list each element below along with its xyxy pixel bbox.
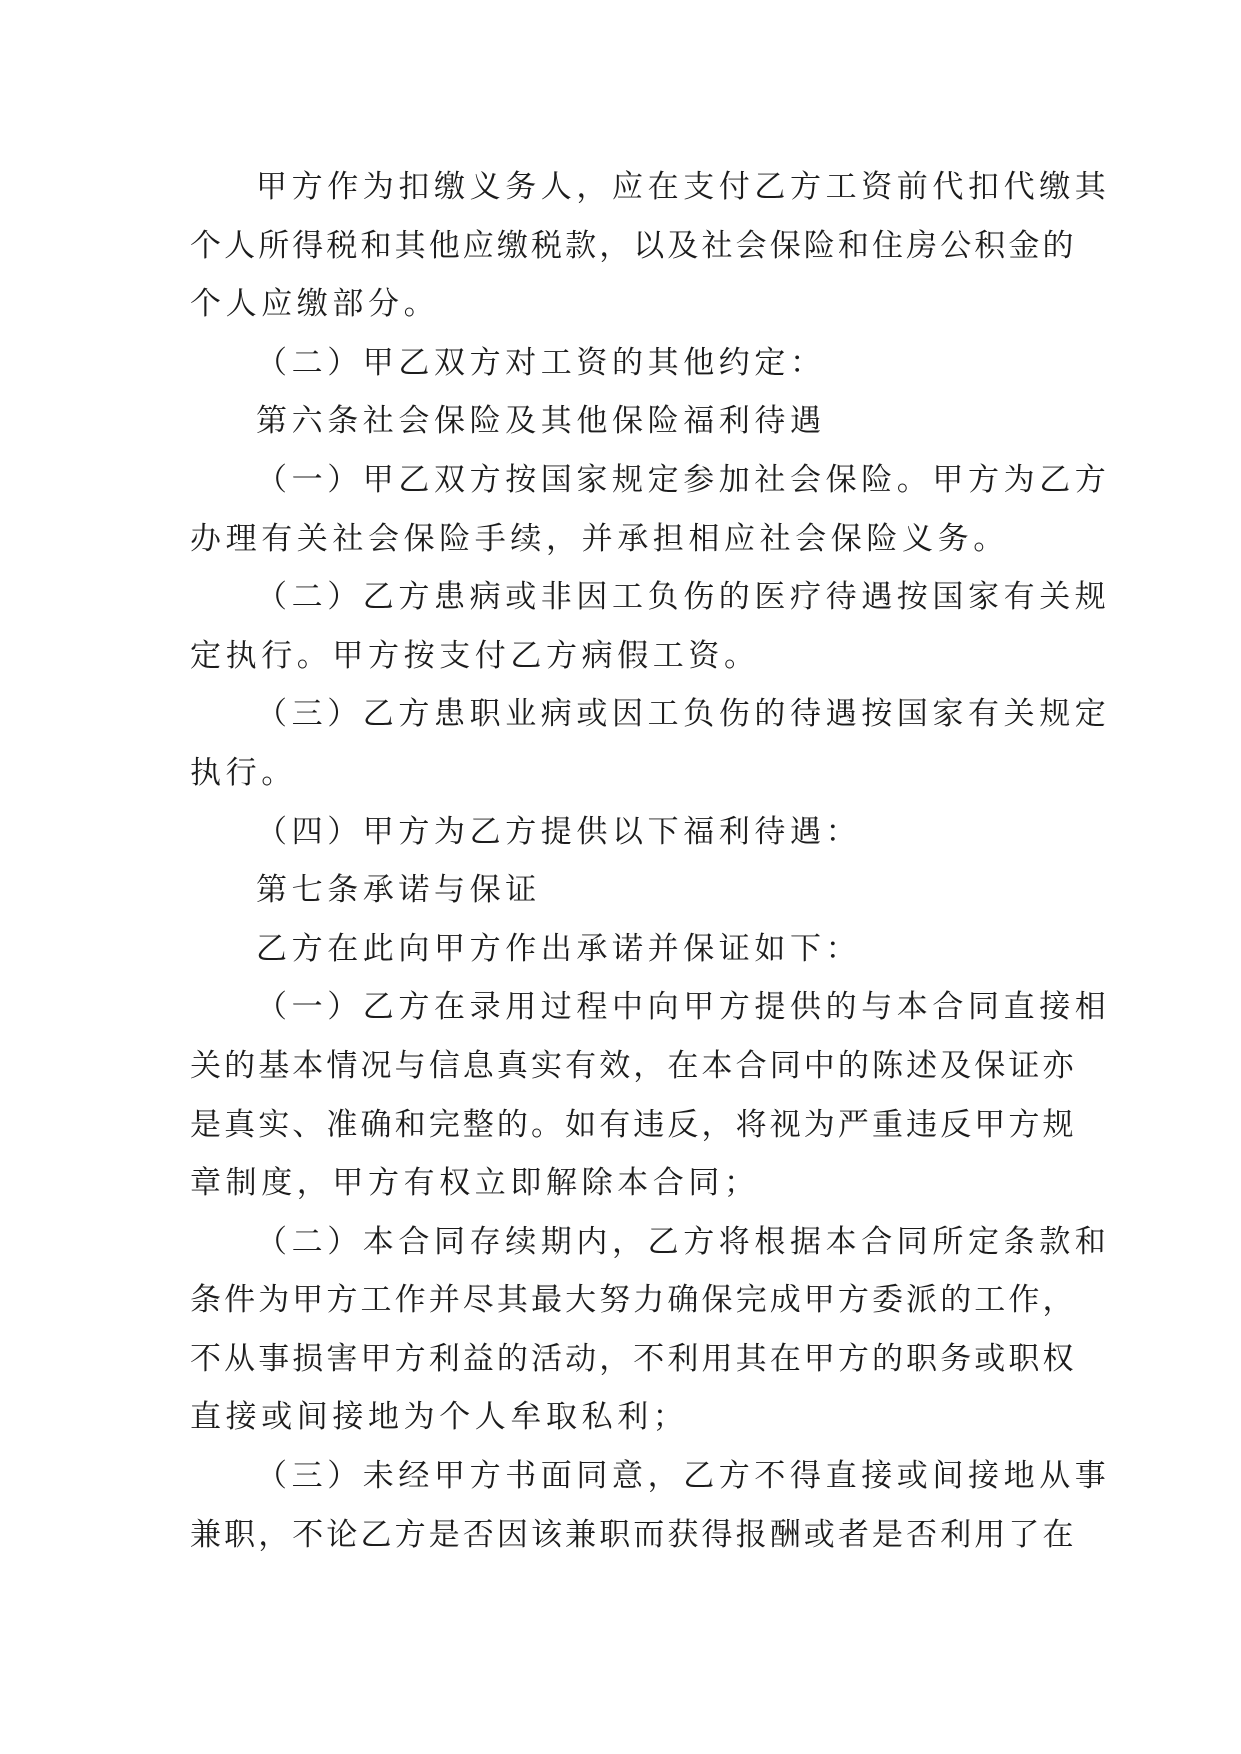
paragraph-line: 兼职，不论乙方是否因该兼职而获得报酬或者是否利用了在 — [190, 1516, 1077, 1553]
paragraph-line: 直接或间接地为个人牟取私利； — [190, 1399, 689, 1436]
paragraph-line: 章制度，甲方有权立即解除本合同； — [190, 1165, 760, 1202]
paragraph-line: （一）乙方在录用过程中向甲方提供的与本合同直接相 — [256, 989, 1111, 1026]
paragraph-line: 办理有关社会保险手续，并承担相应社会保险义务。 — [190, 520, 1009, 557]
paragraph-line: 关的基本情况与信息真实有效，在本合同中的陈述及保证亦 — [190, 1047, 1077, 1084]
paragraph-line: 定执行。甲方按支付乙方病假工资。 — [190, 637, 760, 674]
paragraph-line: （二）甲乙双方对工资的其他约定： — [256, 344, 826, 381]
paragraph-line: （二）本合同存续期内，乙方将根据本合同所定条款和 — [256, 1223, 1111, 1260]
paragraph-line: （二）乙方患病或非因工负伤的医疗待遇按国家有关规 — [256, 579, 1111, 616]
paragraph-line: 执行。 — [190, 754, 297, 791]
paragraph-line: 个人应缴部分。 — [190, 286, 440, 323]
paragraph-line: 是真实、准确和完整的。如有违反，将视为严重违反甲方规 — [190, 1106, 1077, 1143]
paragraph-line: （四）甲方为乙方提供以下福利待遇： — [256, 813, 862, 850]
paragraph-line: 乙方在此向甲方作出承诺并保证如下： — [256, 930, 862, 967]
paragraph-line: 个人所得税和其他应缴税款，以及社会保险和住房公积金的 — [190, 227, 1077, 264]
paragraph-line: （一）甲乙双方按国家规定参加社会保险。甲方为乙方 — [256, 461, 1111, 498]
paragraph-line: 条件为甲方工作并尽其最大努力确保完成甲方委派的工作， — [190, 1282, 1077, 1319]
paragraph-line: （三）乙方患职业病或因工负伤的待遇按国家有关规定 — [256, 696, 1111, 733]
paragraph-line: 甲方作为扣缴义务人，应在支付乙方工资前代扣代缴其 — [256, 169, 1111, 205]
document-body — [190, 158, 1111, 1564]
paragraph-line: 不从事损害甲方利益的活动，不利用其在甲方的职务或职权 — [190, 1340, 1077, 1377]
article-heading: 第六条社会保险及其他保险福利待遇 — [256, 403, 826, 440]
paragraph-line: （三）未经甲方书面同意，乙方不得直接或间接地从事 — [256, 1458, 1111, 1495]
article-heading: 第七条承诺与保证 — [256, 872, 541, 909]
